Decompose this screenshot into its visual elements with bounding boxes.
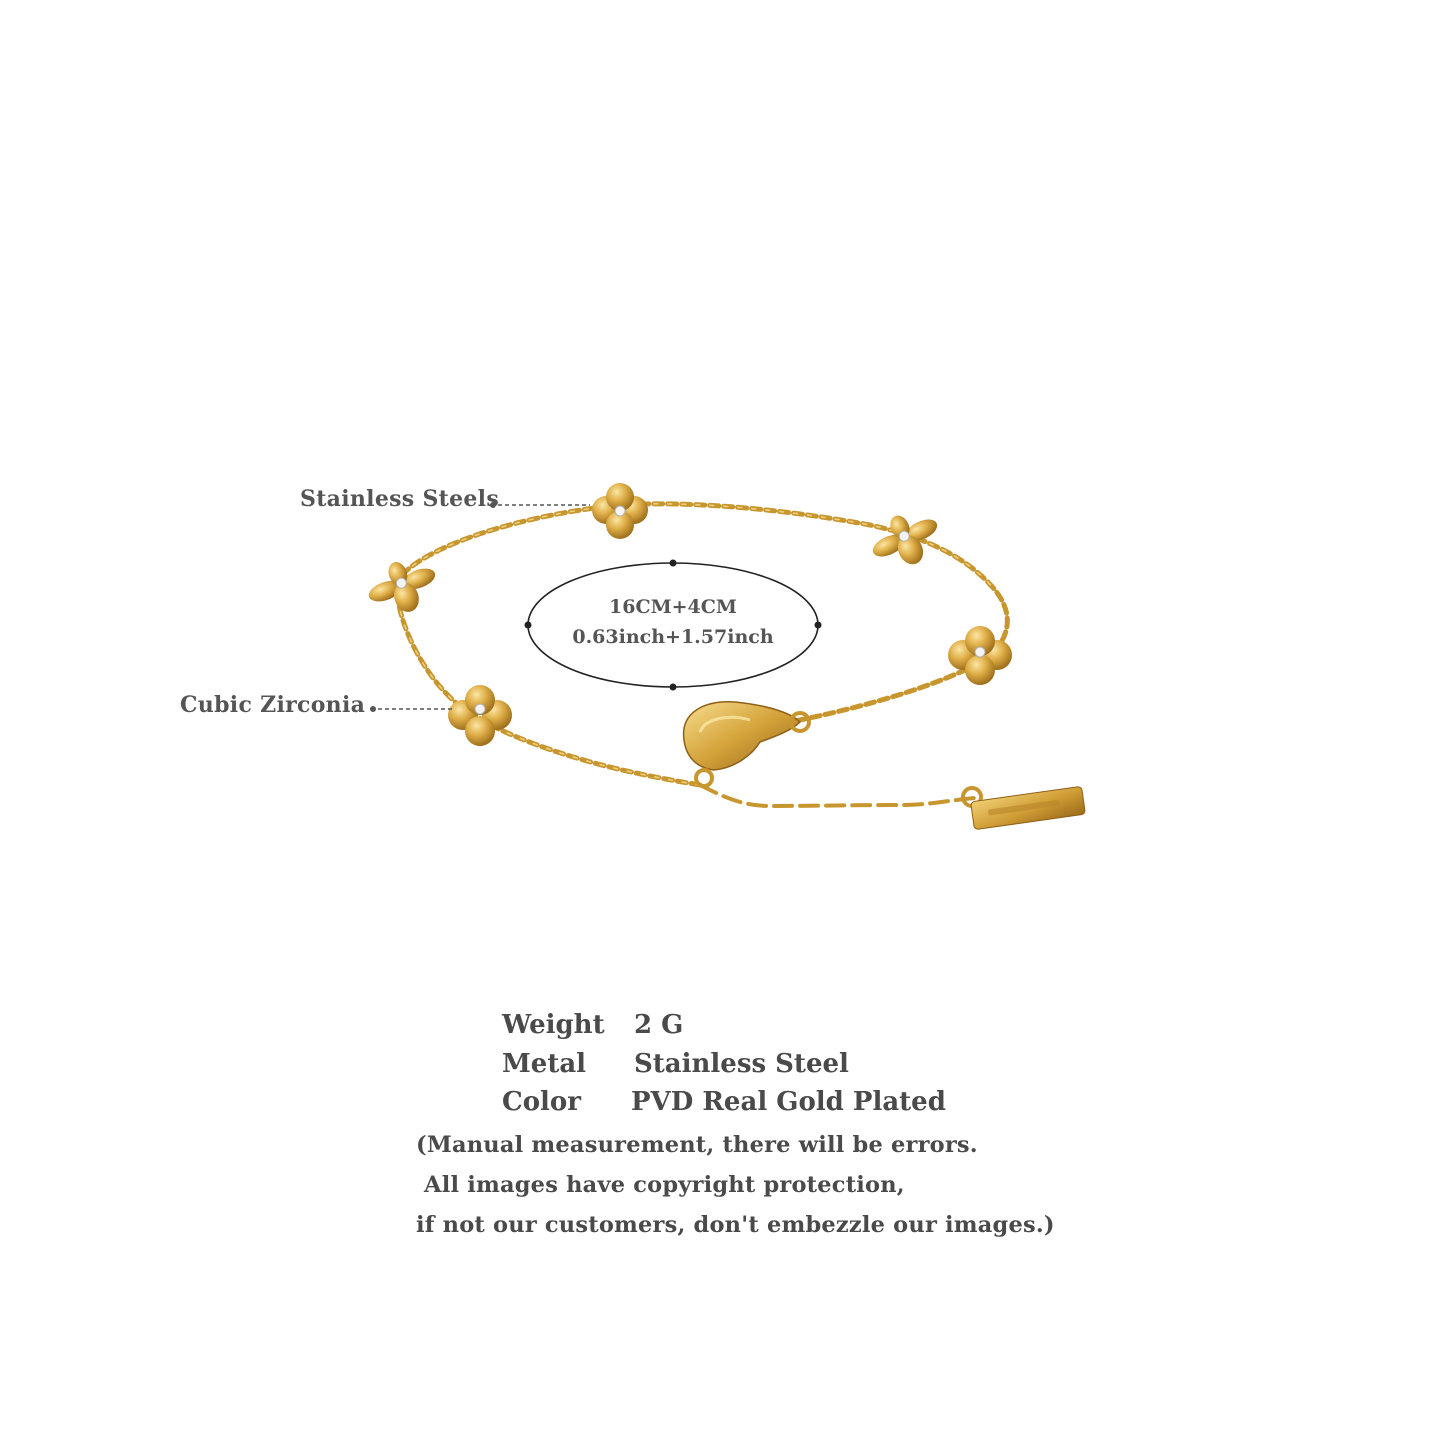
lobster-clasp	[684, 702, 809, 786]
size-ellipse	[525, 560, 822, 691]
spec-value: Stainless Steel	[634, 1048, 849, 1079]
spec-value: PVD Real Gold Plated	[631, 1087, 946, 1117]
stainless-steels-label: Stainless Steels	[300, 486, 500, 512]
spec-value: 2 G	[634, 1010, 684, 1040]
cubic-zirconia-label: Cubic Zirconia	[180, 692, 366, 718]
flower-charm-right-top	[863, 501, 948, 578]
flower-charm-bottom	[448, 685, 512, 746]
callout-line-zirconia	[370, 706, 455, 712]
flower-charm-top	[592, 483, 648, 539]
note-line-2: All images have copyright protection,	[416, 1172, 905, 1198]
size-cm-label: 16CM+4CM	[609, 596, 737, 618]
spec-label: Color	[502, 1087, 581, 1117]
size-inch-label: 0.63inch+1.57inch	[572, 626, 774, 648]
spec-label: Metal	[502, 1048, 587, 1079]
callout-line-stainless	[490, 502, 590, 508]
note-line-1: (Manual measurement, there will be errors.	[416, 1132, 978, 1158]
extender-tag	[963, 786, 1085, 829]
spec-label: Weight	[502, 1010, 605, 1040]
note-line-3: if not our customers, don't embezzle our images.)	[416, 1212, 1055, 1238]
